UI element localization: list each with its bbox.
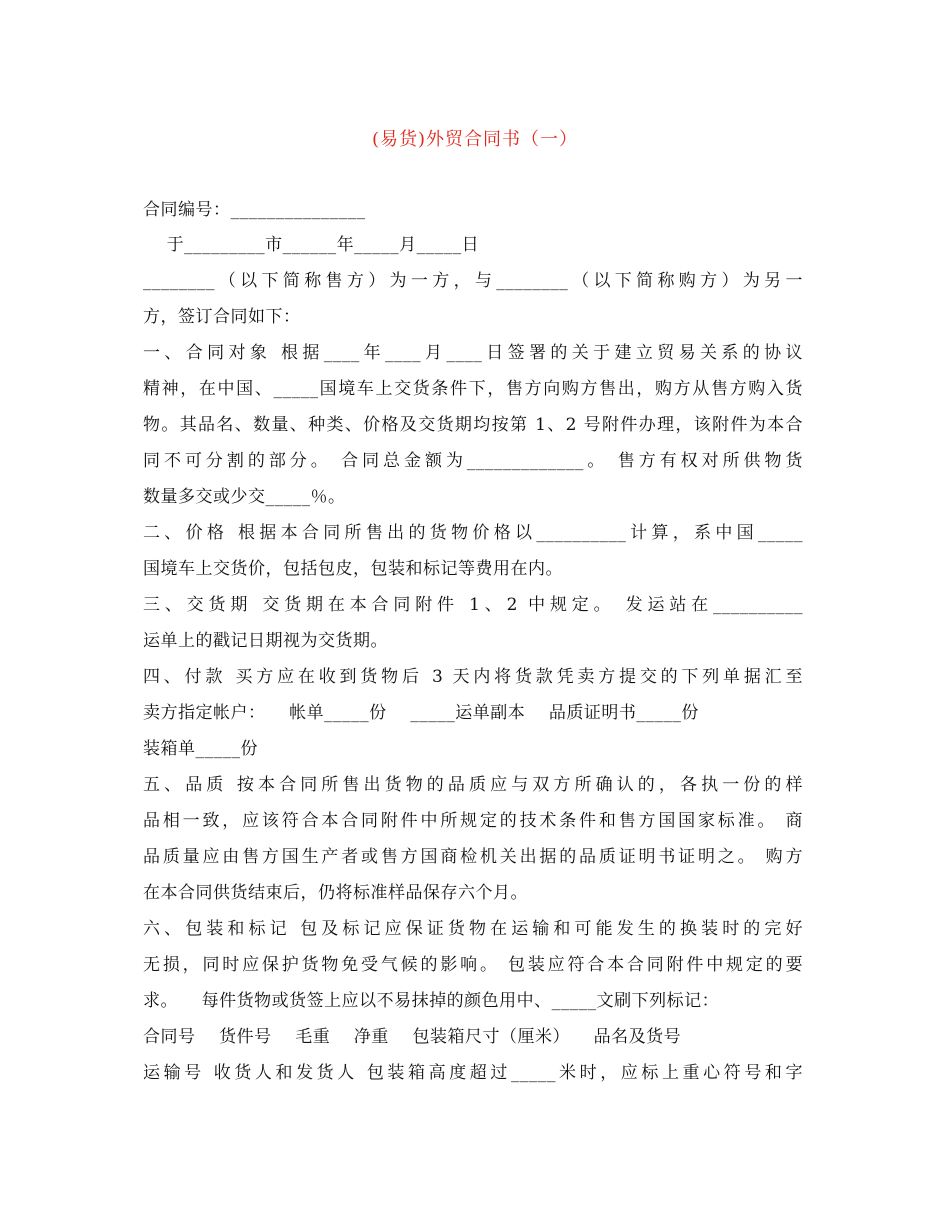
clause-1-line: 数量多交或少交_____％。 [143,487,346,507]
clause-1-line: 同不可分割的部分。 合同总金额为_____________。 售方有权对所供物货 [143,451,803,471]
date-place-line: 于_________市______年_____月_____日 [143,235,480,255]
clause-4-line: 装箱单_____份 [143,739,258,759]
clause-6-line: 运输号 收货人和发货人 包装箱高度超过_____米时，应标上重心符号和字 [143,1063,803,1083]
clause-5-line: 五、品质 按本合同所售出货物的品质应与双方所确认的，各执一份的样 [143,775,803,795]
clause-3-line: 三、交货期 交货期在本合同附件 1、2 中规定。 发运站在__________ [143,595,803,615]
clause-2-line: 二、价格 根据本合同所售出的货物价格以__________计算，系中国_____ [143,523,803,543]
clause-1-line: 一、合同对象 根据____年____月____日签署的关于建立贸易关系的协议 [143,343,803,363]
clause-1-line: 精神，在中国、_____国境车上交货条件下，售方向购方售出，购方从售方购入货 [143,379,803,399]
clause-5-line: 品质量应由售方国生产者或售方国商检机关出据的品质证明书证明之。 购方 [143,847,803,867]
clause-2-line: 国境车上交货价，包括包皮，包装和标记等费用在内。 [143,559,563,579]
clause-6-line: 合同号 货件号 毛重 净重 包装箱尺寸（厘米） 品名及货号 [143,1027,682,1047]
parties-line-cont: 方，签订合同如下： [143,307,301,327]
clause-5-line: 品相一致，应该符合本合同附件中所规定的技术条件和售方国国家标准。 商 [143,811,803,831]
clause-6-line: 求。 每件货物或货签上应以不易抹掉的颜色用中、_____文刷下列标记： [143,991,720,1011]
contract-number-line: 合同编号：_______________ [143,200,366,220]
parties-line: ________（以下简称售方）为一方，与________（以下简称购方）为另一 [143,271,803,291]
document-title: (易货)外贸合同书（一） [371,129,579,150]
clause-3-line: 运单上的戳记日期视为交货期。 [143,631,388,651]
clause-1-line: 物。其品名、数量、种类、价格及交货期均按第 1、2 号附件办理，该附件为本合 [143,415,803,435]
clause-6-line: 六、包装和标记 包及标记应保证货物在运输和可能发生的换装时的完好 [143,919,803,939]
clause-4-line: 卖方指定帐户： 帐单_____份 _____运单副本 品质证明书_____份 [143,703,699,723]
clause-6-line: 无损，同时应保护货物免受气候的影响。 包装应符合本合同附件中规定的要 [143,955,803,975]
clause-4-line: 四、付款 买方应在收到货物后 3 天内将货款凭卖方提交的下列单据汇至 [143,667,803,687]
clause-5-line: 在本合同供货结束后，仍将标准样品保存六个月。 [143,883,528,903]
